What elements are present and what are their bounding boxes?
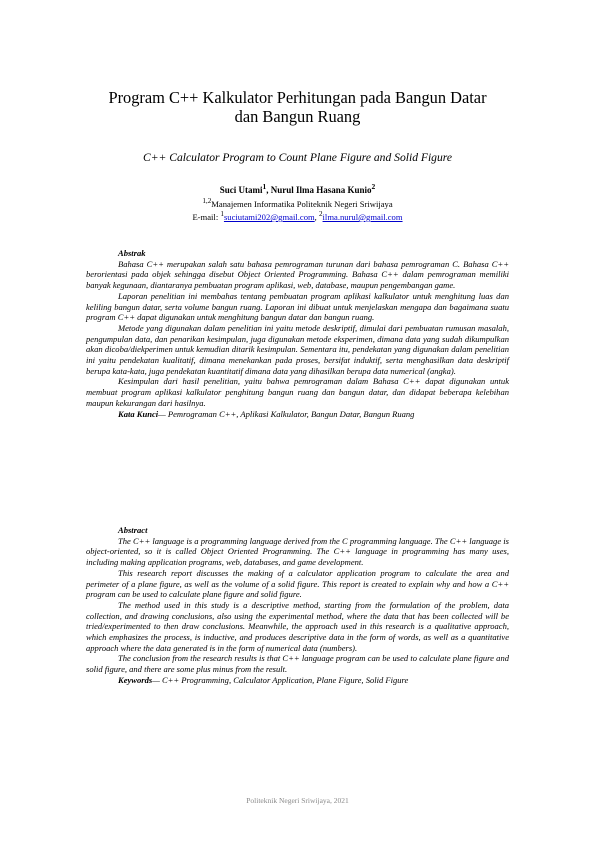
email-line: [40, 210, 555, 222]
abstract-en-paragraph: The C++ language is a programming language derived from the C programming language. The C++ language is object-oriented, so it is called Object Oriented Programming. The C++ language in programming has many uses, including making application programs, web, databases, and game development.: [86, 535, 509, 568]
abstract-id-keywords: [86, 409, 509, 420]
author-line: [40, 182, 555, 195]
abstract-english: [86, 525, 509, 686]
keywords-id-text: — Pemrograman C++, Aplikasi Kalkulator, Bangun Datar, Bangun Ruang: [158, 408, 415, 419]
email-separator: ,: [314, 211, 319, 222]
author-2: Nurul Ilma Hasana Kunio: [270, 185, 372, 195]
abstract-en-paragraph: The conclusion from the research results is that C++ language program can be used to calculate plane figure and solid figure, and there are some plus minus from the result.: [86, 653, 509, 675]
email-link-2[interactable]: ilma.nurul@gmail.com: [322, 211, 403, 222]
email-link-1[interactable]: suciutami202@gmail.com: [223, 211, 315, 222]
abstract-id-paragraph: Kesimpulan dari hasil penelitian, yaitu bahwa pemrograman dalam Bahasa C++ dapat digunakan untuk membuat program aplikasi kalkulator penghitung bangun ruang dan bangun datar, dan didapat beberapa kelebihan maupun kekurangan dari hasilnya.: [86, 376, 509, 408]
abstract-id-paragraph: Metode yang digunakan dalam penelitian ini yaitu metode deskriptif, dimulai dari pembuatan rumusan masalah, pengumpulan data, dan penarikan kesimpulan, juga digunakan metode eksperimen, dimana data yang sudah dikumpulkan akan dicoba/diekperimen untuk kemudian ditarik kesimpulan. Sementara itu, pendekatan yang digunakan dalam penelitian ini yaitu pendekatan kualitatif, dimana menekankan pada proses, bersifat induktif, serta menghasilkan data deskriptif berupa kata-kata, juga pendekatan kuantitatif dimana data yang dihasilkan berupa data numerical (angka).: [86, 322, 509, 376]
keywords-id-label: Kata Kunci: [118, 408, 159, 419]
title-line-1: Program C++ Kalkulator Perhitungan pada Bangun Datar: [108, 88, 487, 107]
email-1-sup: 1: [220, 210, 224, 218]
abstract-id-paragraph: Laporan penelitian ini membahas tentang pembuatan program aplikasi kalkulator untuk menghitung luas dan keliling bangun datar, serta volume bangun ruang. Laporan ini dibuat untuk menjelaskan mengapa dan bagaimana suatu program C++ dapat digunakan untuk menghitung bangun datar dan bangun ruang.: [86, 290, 509, 323]
abstract-en-paragraph: This research report discusses the making of a calculator application program to calculate the area and perimeter of a plane figure, as well as the volume of a solid figure. This report is created to explain why and how a C++ program can be used to calculate plane figure and solid figure.: [86, 567, 509, 600]
title-line-2: dan Bangun Ruang: [234, 107, 361, 126]
paper-title: [40, 88, 555, 126]
abstract-id-paragraph: Bahasa C++ merupakan salah satu bahasa pemrograman turunan dari bahasa pemrograman C. Bahasa C++ berorientasi pada objek sehingga disebut Object Oriented Programming. Bahasa C++ dalam pemrograman memiliki banyak kegunaan, diantaranya pembuatan program aplikasi, web, database, maupun pengembangan game.: [86, 258, 509, 291]
paper-subtitle: C++ Calculator Program to Count Plane Figure and Solid Figure: [142, 151, 453, 164]
email-prefix: E-mail:: [192, 211, 221, 222]
email-2-sup: 2: [318, 210, 323, 218]
author-1: Suci Utami: [219, 185, 263, 195]
keywords-en-text: — C++ Programming, Calculator Application, Plane Figure, Solid Figure: [152, 674, 409, 685]
affiliation-sup: 1,2: [202, 197, 212, 205]
affiliation: [40, 197, 555, 209]
author-separator: ,: [266, 185, 271, 195]
page-footer: Politeknik Negeri Sriwijaya, 2021: [246, 796, 349, 805]
author-1-sup: 1: [262, 182, 267, 191]
keywords-en-label: Keywords: [118, 674, 153, 685]
abstract-en-heading: Abstract: [118, 525, 148, 535]
author-2-sup: 2: [371, 182, 376, 191]
affiliation-text: Manajemen Informatika Politeknik Negeri Sriwijaya: [211, 198, 393, 209]
abstract-id-heading: Abstrak: [118, 248, 146, 258]
abstract-indonesian: [86, 248, 509, 419]
abstract-en-keywords: [86, 675, 509, 686]
abstract-en-paragraph: The method used in this study is a descriptive method, starting from the formulation of the problem, data collection, and drawing conclusions, also using the experimental method, where the data that has been collected will be tried/experimented to then draw conclusions. Meanwhile, the approach used in this research is a qualitative approach, which emphasizes the process, is inductive, and produces descriptive data in the form of words, as well as a quantitative approach where the data generated is in the form of numerical data (numbers).: [86, 599, 509, 653]
